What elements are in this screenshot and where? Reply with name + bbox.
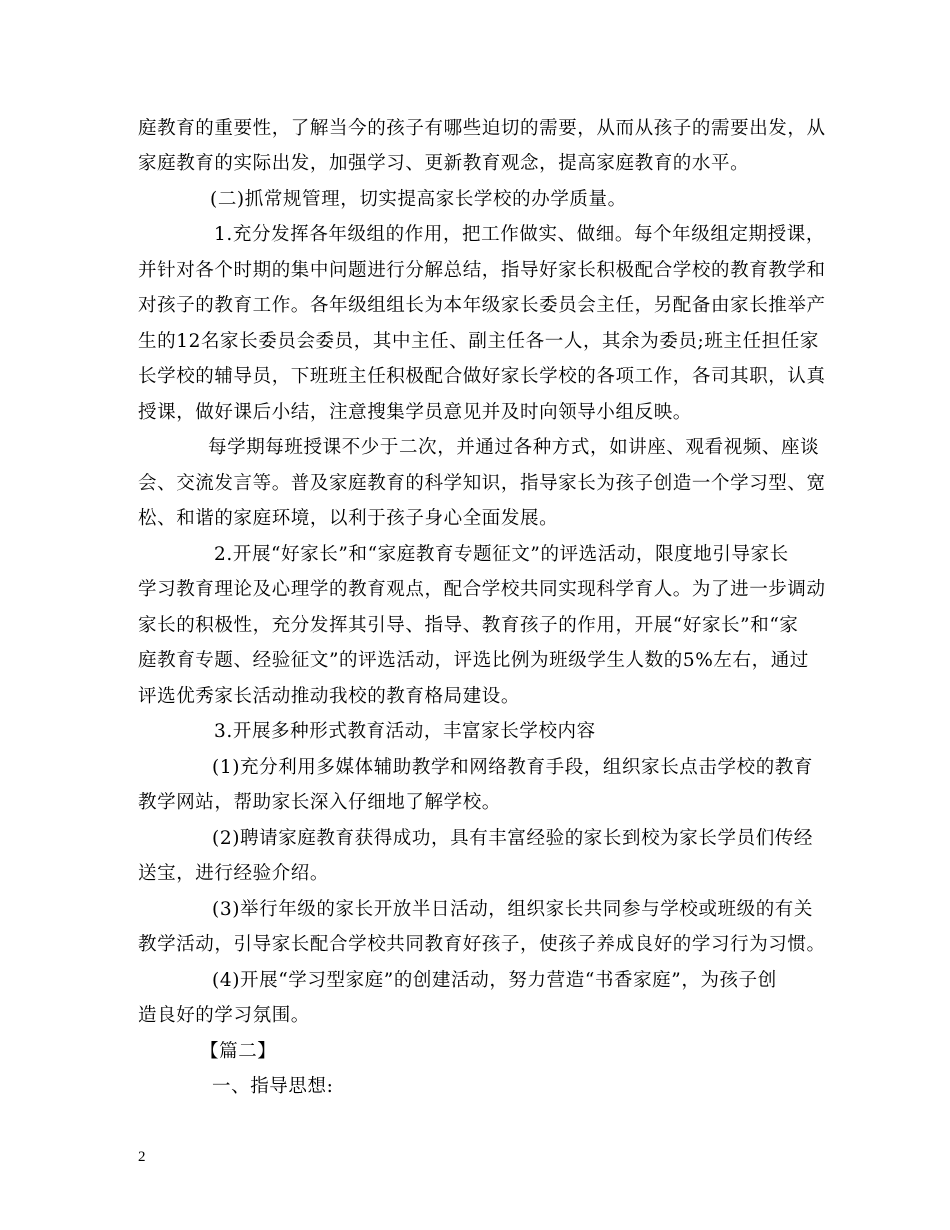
text-line: 送宝，进行经验介绍。 <box>138 863 330 884</box>
text-line: 松、和谐的家庭环境，以利于孩子身心全面发展。 <box>138 508 559 529</box>
text-line: 评选优秀家长活动推动我校的教育格局建设。 <box>138 686 521 707</box>
text-line: 3.开展多种形式教育活动，丰富家长学校内容 <box>214 721 596 742</box>
text-line: 授课，做好课后小结，注意搜集学员意见并及时向领导小组反映。 <box>138 402 692 423</box>
text-line: 并针对各个时期的集中问题进行分解总结，指导好家长积极配合学校的教育教学和 <box>138 260 826 281</box>
text-line: 1.充分发挥各年级组的作用，把工作做实、做细。每个年级组定期授课， <box>214 224 825 245</box>
text-line: (2)聘请家庭教育获得成功，具有丰富经验的家长到校为家长学员们传经 <box>212 828 814 849</box>
text-line: 会、交流发言等。普及家庭教育的科学知识，指导家长为孩子创造一个学习型、宽 <box>138 473 826 494</box>
text-line: 2.开展“好家长”和“家庭教育专题征文”的评选活动，限度地引导家长 <box>214 544 789 565</box>
text-line: 长学校的辅导员，下班班主任积极配合做好家长学校的各项工作，各司其职，认真 <box>138 366 826 387</box>
text-line: 对孩子的教育工作。各年级组组长为本年级家长委员会主任，另配备由家长推举产 <box>138 295 826 316</box>
section-heading: 【篇二】 <box>200 1041 277 1062</box>
text-line: (3)举行年级的家长开放半日活动，组织家长共同参与学校或班级的有关 <box>212 899 814 920</box>
text-line: 造良好的学习氛围。 <box>138 1005 310 1026</box>
text-line: (1)充分利用多媒体辅助教学和网络教育手段，组织家长点击学校的教育 <box>212 757 814 778</box>
text-line: (二)抓常规管理，切实提高家长学校的办学质量。 <box>210 189 627 210</box>
text-line: 家长的积极性，充分发挥其引导、指导、教育孩子的作用，开展“好家长”和“家 <box>138 615 799 636</box>
text-line: 教学网站，帮助家长深入仔细地了解学校。 <box>138 792 501 813</box>
text-line: 每学期每班授课不少于二次，并通过各种方式，如讲座、观看视频、座谈 <box>208 437 820 458</box>
text-line: 生的12名家长委员会委员，其中主任、副主任各一人，其余为委员;班主任担任家 <box>138 331 819 352</box>
text-line: 庭教育的重要性，了解当今的孩子有哪些迫切的需要，从而从孩子的需要出发，从 <box>138 118 826 139</box>
page-number: 2 <box>138 1149 146 1165</box>
text-line: 学习教育理论及心理学的教育观点，配合学校共同实现科学育人。为了进一步调动 <box>138 579 826 600</box>
text-line: 庭教育专题、经验征文”的评选活动，评选比例为班级学生人数的5%左右，通过 <box>138 650 809 671</box>
text-line: (4)开展“学习型家庭”的创建活动，努力营造“书香家庭”，为孩子创 <box>212 970 777 991</box>
text-line: 家庭教育的实际出发，加强学习、更新教育观念，提高家庭教育的水平。 <box>138 153 750 174</box>
text-line: 教学活动，引导家长配合学校共同教育好孩子，使孩子养成良好的学习行为习惯。 <box>138 934 826 955</box>
section-subheading: 一、指导思想: <box>212 1076 334 1097</box>
